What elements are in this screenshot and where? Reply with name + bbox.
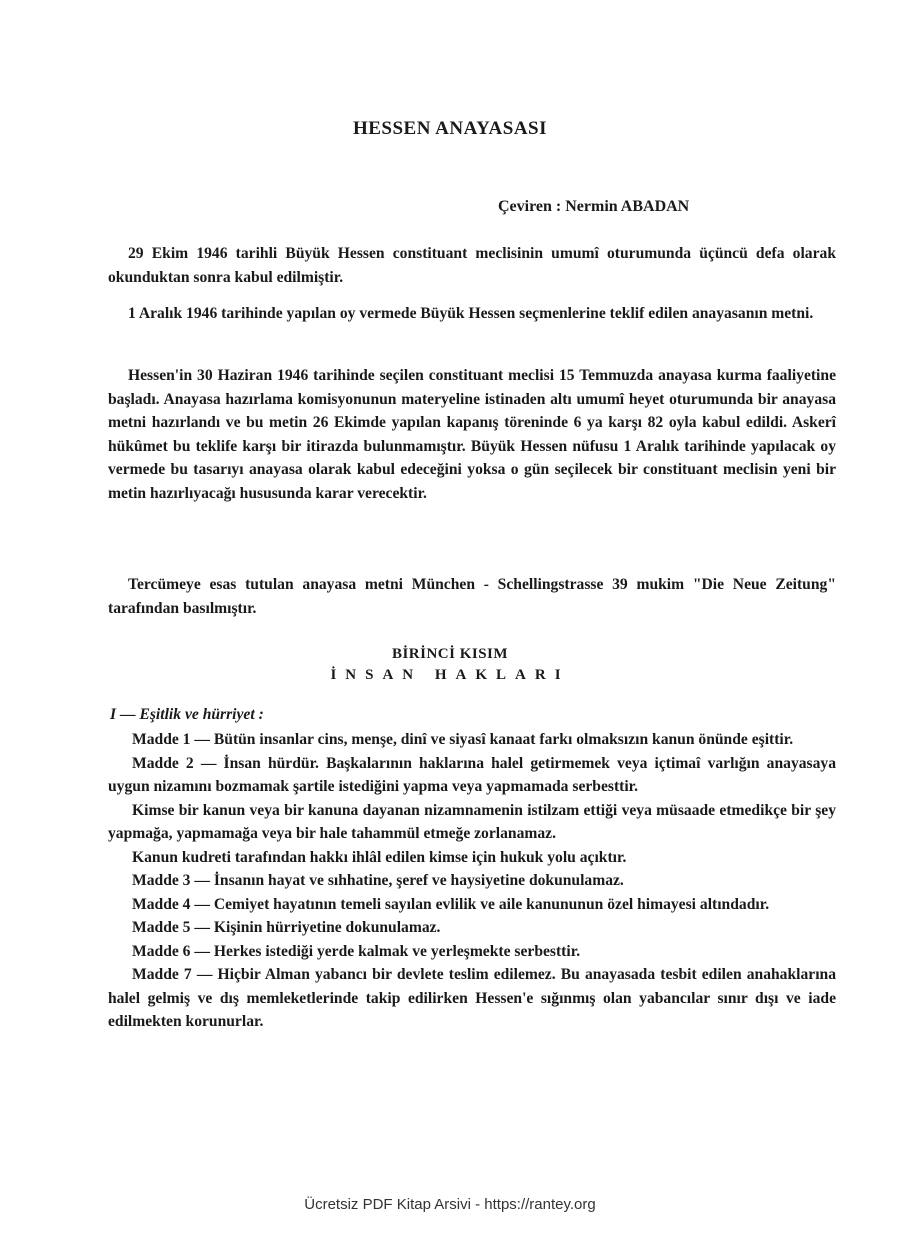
articles-list bbox=[108, 728, 836, 1034]
article-paragraph: Madde 1 — Bütün insanlar cins, menşe, dinî ve siyasî kanaat farkı olmaksızın kanun önünde eşittir. bbox=[132, 731, 794, 748]
intro-paragraph: 29 Ekim 1946 tarihli Büyük Hessen constituant meclisinin umumî oturumunda üçüncü defa olarak okunduktan sonra kabul edilmiştir. bbox=[108, 245, 836, 286]
translator-line: Çeviren : Nermin ABADAN bbox=[498, 198, 690, 215]
article-paragraph: Madde 5 — Kişinin hürriyetine dokunulamaz. bbox=[132, 919, 441, 936]
intro-paragraph: Tercümeye esas tutulan anayasa metni München - Schellingstrasse 39 mukim "Die Neue Zeitung" tarafından basılmıştır. bbox=[108, 576, 836, 617]
article-paragraph: Madde 7 — Hiçbir Alman yabancı bir devlete teslim edilemez. Bu anayasada tesbit edilen anahaklarına halel gelmiş ve dış memleketlerinde takip edilirken Hessen'e sığınmış olan yabancılar sınır dışı ve iade edilmekten korunurlar. bbox=[108, 966, 836, 1030]
part-heading: BİRİNCİ KISIM bbox=[391, 646, 509, 662]
intro-paragraph: Hessen'in 30 Haziran 1946 tarihinde seçilen constituant meclisi 15 Temmuzda anayasa kurma faaliyetine başladı. Anayasa hazırlama komisyonunun materyeline istinaden altı umumî heyet oturumunda bir anayasa metni hazırlandı ve bu metin 26 Ekimde yapılan kapanış töreninde 6 ya karşı 82 oyla kabul edildi. Askerî hükûmet bu teklife karşı bir itirazda bulunmamıştır. Büyük Hessen nüfusu 1 Aralık tarihinde yapılacak oy vermede bu tasarıyı anayasa olarak kabul edeceğini yoksa o gün seçilecek bir constituant meclisin yeni bir metin hazırlıyacağı hususunda karar verecektir. bbox=[108, 367, 836, 502]
intro-paragraph: 1 Aralık 1946 tarihinde yapılan oy vermede Büyük Hessen seçmenlerine teklif edilen anayasanın metni. bbox=[128, 305, 814, 322]
article-paragraph: Kimse bir kanun veya bir kanuna dayanan nizamnamenin istilzam ettiği veya müsaade etmedikçe bir şey yapmağa, yapmamağa veya bir hale tahammül etmeğe zorlanamaz. bbox=[108, 801, 836, 842]
part-subheading: İNSAN HAKLARI bbox=[330, 667, 570, 683]
footer-watermark: Ücretsiz PDF Kitap Arsivi - https://rantey.org bbox=[304, 1196, 596, 1213]
document-title: HESSEN ANAYASASI bbox=[352, 118, 548, 139]
article-paragraph: Madde 4 — Cemiyet hayatının temeli sayılan evlilik ve aile kanununun özel himayesi altındadır. bbox=[132, 895, 770, 913]
article-paragraph: Madde 6 — Herkes istediği yerde kalmak ve yerleşmekte serbesttir. bbox=[132, 942, 581, 960]
article-paragraph: Kanun kudreti tarafından hakkı ihlâl edilen kimse için hukuk yolu açıktır. bbox=[132, 848, 627, 866]
section-heading: I — Eşitlik ve hürriyet : bbox=[110, 706, 264, 723]
article-paragraph: Madde 2 — İnsan hürdür. Başkalarının haklarına halel getirmemek veya içtimaî varlığın anayasaya uygun nizamını bozmamak şartile istediğini yapma veya yapmamada serbesttir. bbox=[108, 754, 836, 795]
article-paragraph: Madde 3 — İnsanın hayat ve sıhhatine, şeref ve haysiyetine dokunulamaz. bbox=[132, 872, 624, 889]
